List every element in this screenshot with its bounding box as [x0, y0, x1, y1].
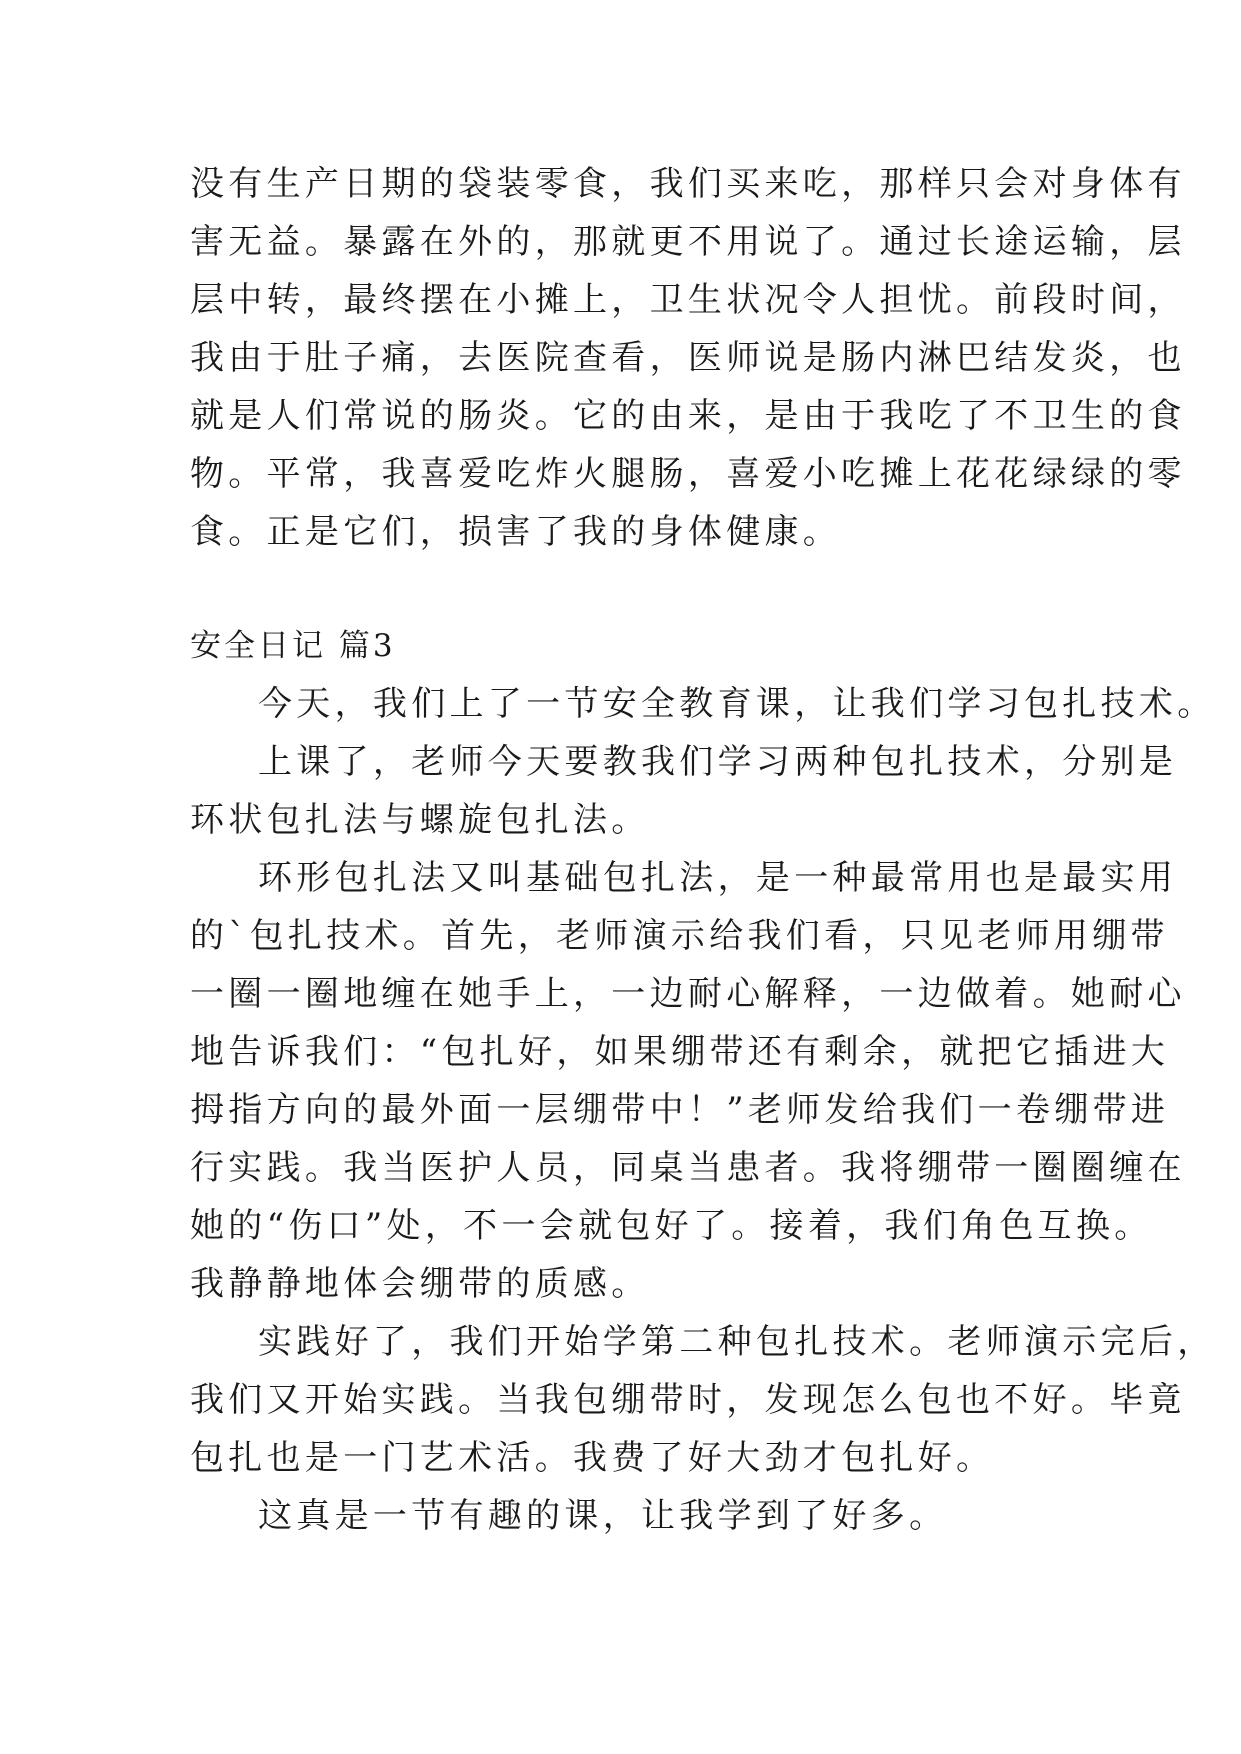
text-line: 的`包扎技术。首先，老师演示给我们看，只见老师用绷带: [190, 916, 1169, 956]
text-line: 这真是一节有趣的课，让我学到了好多。: [258, 1496, 948, 1536]
text-line: 没有生产日期的袋装零食，我们买来吃，那样只会对身体有: [190, 164, 1186, 204]
text-line: 上课了，老师今天要教我们学习两种包扎技术，分别是: [258, 742, 1178, 782]
text-line: 环状包扎法与螺旋包扎法。: [190, 800, 650, 840]
text-line: 她的“伤口”处，不一会就包好了。接着，我们角色互换。: [190, 1206, 1153, 1246]
text-line: 地告诉我们：“包扎好，如果绷带还有剩余，就把它插进大: [190, 1032, 1170, 1072]
text-line: 物。平常，我喜爱吃炸火腿肠，喜爱小吃摊上花花绿绿的零: [190, 454, 1186, 494]
text-line: 我们又开始实践。当我包绷带时，发现怎么包也不好。毕竟: [190, 1380, 1186, 1420]
text-line: 包扎也是一门艺术活。我费了好大劲才包扎好。: [190, 1438, 995, 1478]
text-line: 实践好了，我们开始学第二种包扎技术。老师演示完后，: [258, 1322, 1216, 1362]
text-line: 害无益。暴露在外的，那就更不用说了。通过长途运输，层: [190, 222, 1186, 262]
text-line: 食。正是它们，损害了我的身体健康。: [190, 512, 842, 552]
text-line: 就是人们常说的肠炎。它的由来，是由于我吃了不卫生的食: [190, 396, 1186, 436]
section-heading: 安全日记 篇3: [190, 628, 396, 664]
text-line: 拇指方向的最外面一层绷带中！”老师发给我们一卷绷带进: [190, 1090, 1170, 1130]
text-line: 层中转，最终摆在小摊上，卫生状况令人担忧。前段时间，: [190, 280, 1186, 320]
text-line: 行实践。我当医护人员，同桌当患者。我将绷带一圈圈缠在: [190, 1148, 1186, 1188]
text-line: 我静静地体会绷带的质感。: [190, 1264, 650, 1304]
text-line: 一圈一圈地缠在她手上，一边耐心解释，一边做着。她耐心: [190, 974, 1186, 1014]
text-line: 我由于肚子痛，去医院查看，医师说是肠内淋巴结发炎，也: [190, 338, 1186, 378]
text-line: 今天，我们上了一节安全教育课，让我们学习包扎技术。: [258, 684, 1216, 724]
text-line: 环形包扎法又叫基础包扎法，是一种最常用也是最实用: [258, 858, 1178, 898]
